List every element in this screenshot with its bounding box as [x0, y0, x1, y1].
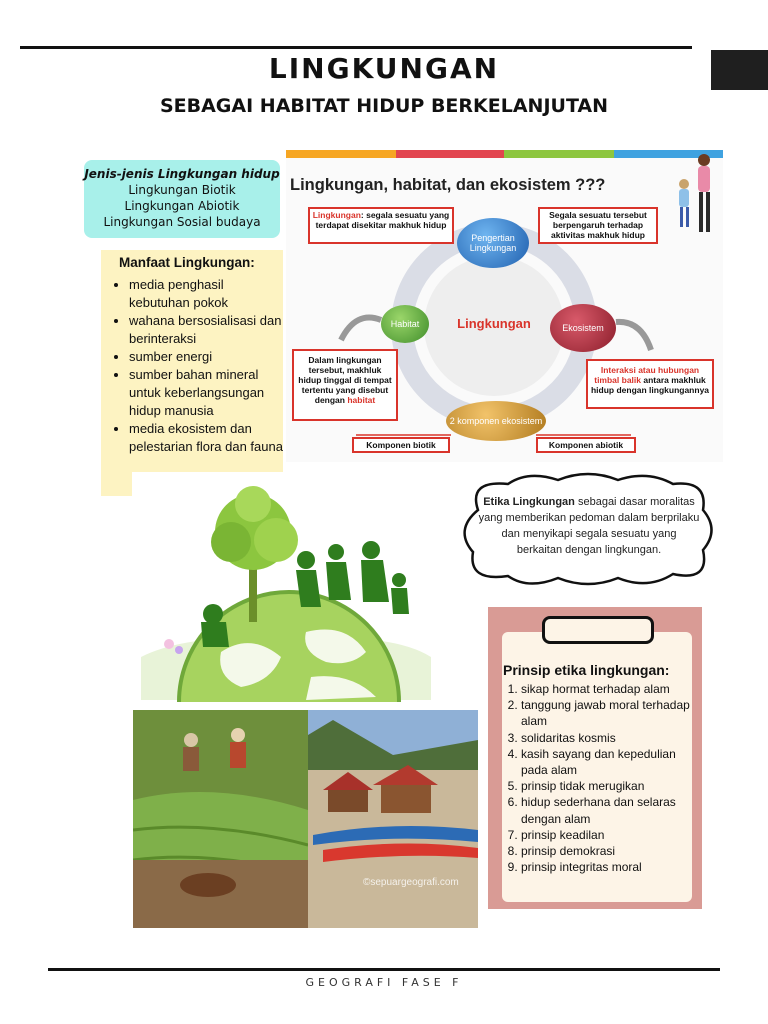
definition-box — [308, 207, 454, 244]
node-habitat: Habitat — [381, 305, 429, 343]
list-item: 1. sikap hormat terhadap alam — [521, 681, 693, 697]
list-item: • media penghasil kebutuhan pokok — [129, 276, 287, 312]
jenis-heading: Jenis-jenis Lingkungan hidup — [84, 167, 280, 181]
ekosistem-desc-text: antara makhluk hidup dengan lingkungannya — [590, 375, 710, 395]
family-figures-image — [666, 150, 723, 242]
list-item: 9. prinsip integritas moral — [521, 859, 693, 875]
list-item: 6. hidup sederhana dan selaras dengan alam — [521, 794, 693, 826]
page-subtitle: SEBAGAI HABITAT HIDUP BERKELANJUTAN — [159, 95, 609, 117]
list-item: 2. tanggung jawab moral terhadap alam — [521, 697, 693, 729]
ekosistem-desc-box — [586, 359, 714, 409]
node-komponen: 2 komponen ekosistem — [446, 401, 546, 441]
list-item: • sumber bahan mineral untuk keberlangsungan hidup manusia — [129, 366, 287, 420]
etika-term: Etika Lingkungan — [483, 496, 575, 508]
left-arrow — [341, 318, 381, 341]
habitat-desc-box — [292, 349, 398, 421]
jenis-item: Lingkungan Sosial budaya — [103, 215, 261, 229]
jenis-item: Lingkungan Abiotik — [124, 199, 240, 213]
habitat-desc-text: Dalam lingkungan tersebut, makhluk hidup tinggal di tempat tertentu yang disebut dengan — [298, 355, 392, 405]
manfaat-list — [109, 276, 287, 456]
list-item: • sumber energi — [129, 348, 287, 366]
photo-watermark: ©sepuargeografi.com — [363, 877, 459, 888]
page-title: LINGKUNGAN — [268, 52, 500, 85]
manfaat-box-tail — [101, 472, 132, 496]
right-arrow — [616, 322, 651, 350]
komponen-abiotik-box: Komponen abiotik — [536, 437, 636, 453]
etika-text: sebagai dasar moralitas yang memberikan pedoman dalam berprilaku dan menyikapi segala sesuatu yang berkaitan dengan lingkungan. — [478, 496, 700, 556]
manfaat-heading: Manfaat Lingkungan: — [119, 255, 255, 270]
definition-text: : segala sesuatu yang terdapat disekitar makhuk hidup — [315, 210, 450, 230]
farming-village-photo — [133, 710, 478, 928]
clipboard-clip — [542, 616, 654, 644]
influence-box: Segala sesuatu tersebut berpengaruh terhadap aktivitas makhuk hidup — [538, 207, 658, 244]
node-pengertian: Pengertian Lingkungan — [457, 218, 529, 268]
node-center-label: Lingkungan — [457, 316, 531, 331]
ekosistem-desc-term: Interaksi atau hubungan timbal balik — [594, 365, 700, 385]
list-item: 3. solidaritas kosmis — [521, 730, 693, 746]
bottom-rule — [48, 968, 720, 971]
prinsip-heading: Prinsip etika lingkungan: — [503, 662, 670, 678]
komponen-biotik-box: Komponen biotik — [352, 437, 450, 453]
etika-text-block — [478, 494, 700, 558]
list-item: • wahana bersosialisasi dan berinteraksi — [129, 312, 287, 348]
habitat-desc-term: habitat — [347, 395, 376, 405]
prinsip-block — [503, 662, 693, 875]
top-rule — [20, 46, 692, 49]
definition-term: Lingkungan — [312, 210, 361, 220]
jenis-box — [84, 160, 280, 238]
prinsip-list — [503, 681, 693, 875]
list-item: 5. prinsip tidak merugikan — [521, 778, 693, 794]
manfaat-list-block — [109, 254, 287, 456]
concept-diagram — [286, 150, 723, 462]
list-item: 8. prinsip demokrasi — [521, 843, 693, 859]
globe-tree-illustration — [131, 482, 441, 702]
footer-label: GEOGRAFI FASE F — [305, 976, 463, 989]
list-item: 4. kasih sayang dan kepedulian pada alam — [521, 746, 693, 778]
diagram-title: Lingkungan, habitat, dan ekosistem ??? — [290, 176, 606, 194]
list-item: 7. prinsip keadilan — [521, 827, 693, 843]
jenis-item: Lingkungan Biotik — [128, 183, 236, 197]
node-ekosistem: Ekosistem — [550, 304, 616, 352]
list-item: • media ekosistem dan pelestarian flora dan fauna — [129, 420, 287, 456]
